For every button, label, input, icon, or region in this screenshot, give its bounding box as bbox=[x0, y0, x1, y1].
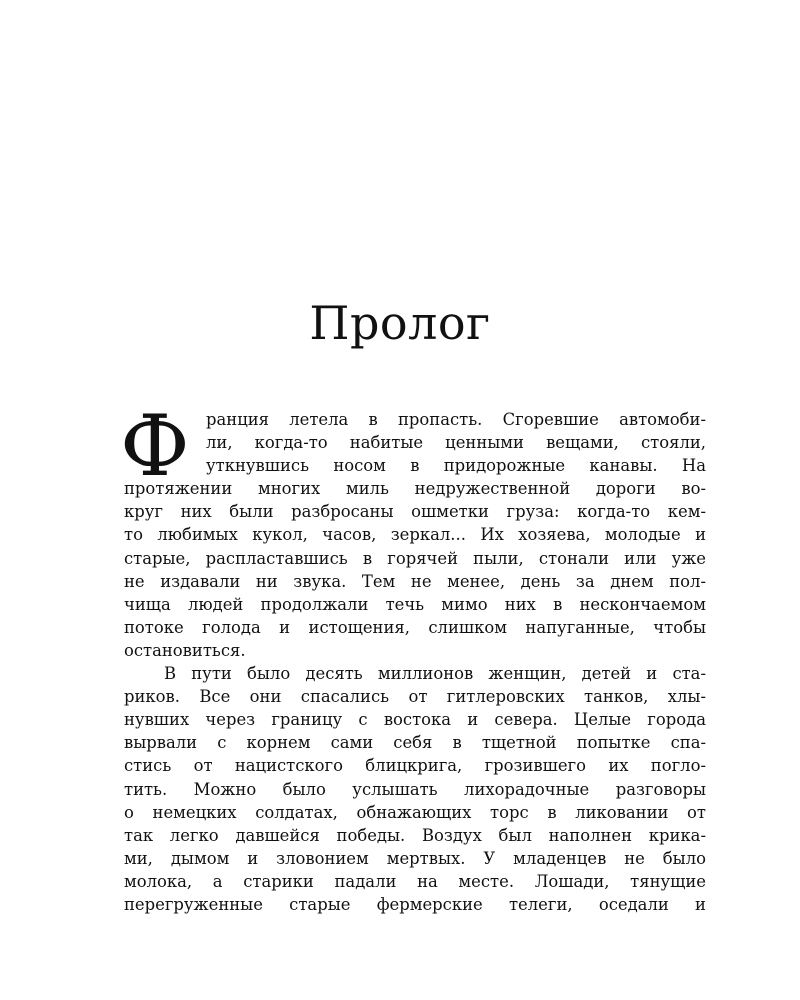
text-line: то любимых кукол, часов, зеркал... Их хозяева, молодые и bbox=[124, 525, 706, 545]
text-line: В пути было десять миллионов женщин, детей и ста- bbox=[164, 664, 706, 684]
text-line: нувших через границу с востока и севера. Целые города bbox=[124, 710, 706, 730]
text-line: круг них были разбросаны ошметки груза: когда-то кем- bbox=[124, 502, 706, 522]
text-line: ранция летела в пропасть. Сгоревшие автомоби- bbox=[206, 410, 706, 429]
text-line: перегруженные старые фермерские телеги, оседали и bbox=[124, 894, 706, 914]
text-line: остановиться. bbox=[124, 640, 246, 660]
text-line: так легко давшейся победы. Воздух был наполнен крика- bbox=[124, 825, 706, 845]
chapter-title: Пролог bbox=[309, 296, 491, 350]
text-line: потоке голода и истощения, слишком напуганные, чтобы bbox=[124, 617, 706, 637]
text-line: о немецких солдатах, обнажающих торс в ликовании от bbox=[124, 802, 706, 822]
text-line: старые, распластавшись в горячей пыли, стонали или уже bbox=[124, 548, 706, 568]
text-line: молока, а старики падали на месте. Лошади, тянущие bbox=[124, 871, 706, 891]
text-line: риков. Все они спасались от гитлеровских танков, хлы- bbox=[124, 687, 706, 707]
text-line: тить. Можно было услышать лихорадочные разговоры bbox=[124, 779, 706, 799]
text-line: ли, когда-то набитые ценными вещами, стояли, bbox=[206, 433, 706, 453]
text-line: стись от нацистского блицкрига, грозившего их погло- bbox=[124, 756, 706, 776]
text-line: вырвали с корнем сами себя в тщетной попытке спа- bbox=[124, 733, 706, 753]
body-text bbox=[120, 397, 706, 916]
text-line: чища людей продолжали течь мимо них в нескончаемом bbox=[124, 594, 706, 614]
text-line: протяжении многих миль недружественной дороги во- bbox=[124, 479, 706, 499]
paragraph-1 bbox=[124, 408, 706, 662]
drop-cap: Ф bbox=[120, 397, 190, 495]
text-line: не издавали ни звука. Тем не менее, день за днем пол- bbox=[124, 571, 706, 591]
paragraph-2 bbox=[124, 662, 706, 916]
text-line: ми, дымом и зловонием мертвых. У младенцев не было bbox=[124, 848, 706, 868]
text-line: уткнувшись носом в придорожные канавы. На bbox=[206, 456, 706, 476]
